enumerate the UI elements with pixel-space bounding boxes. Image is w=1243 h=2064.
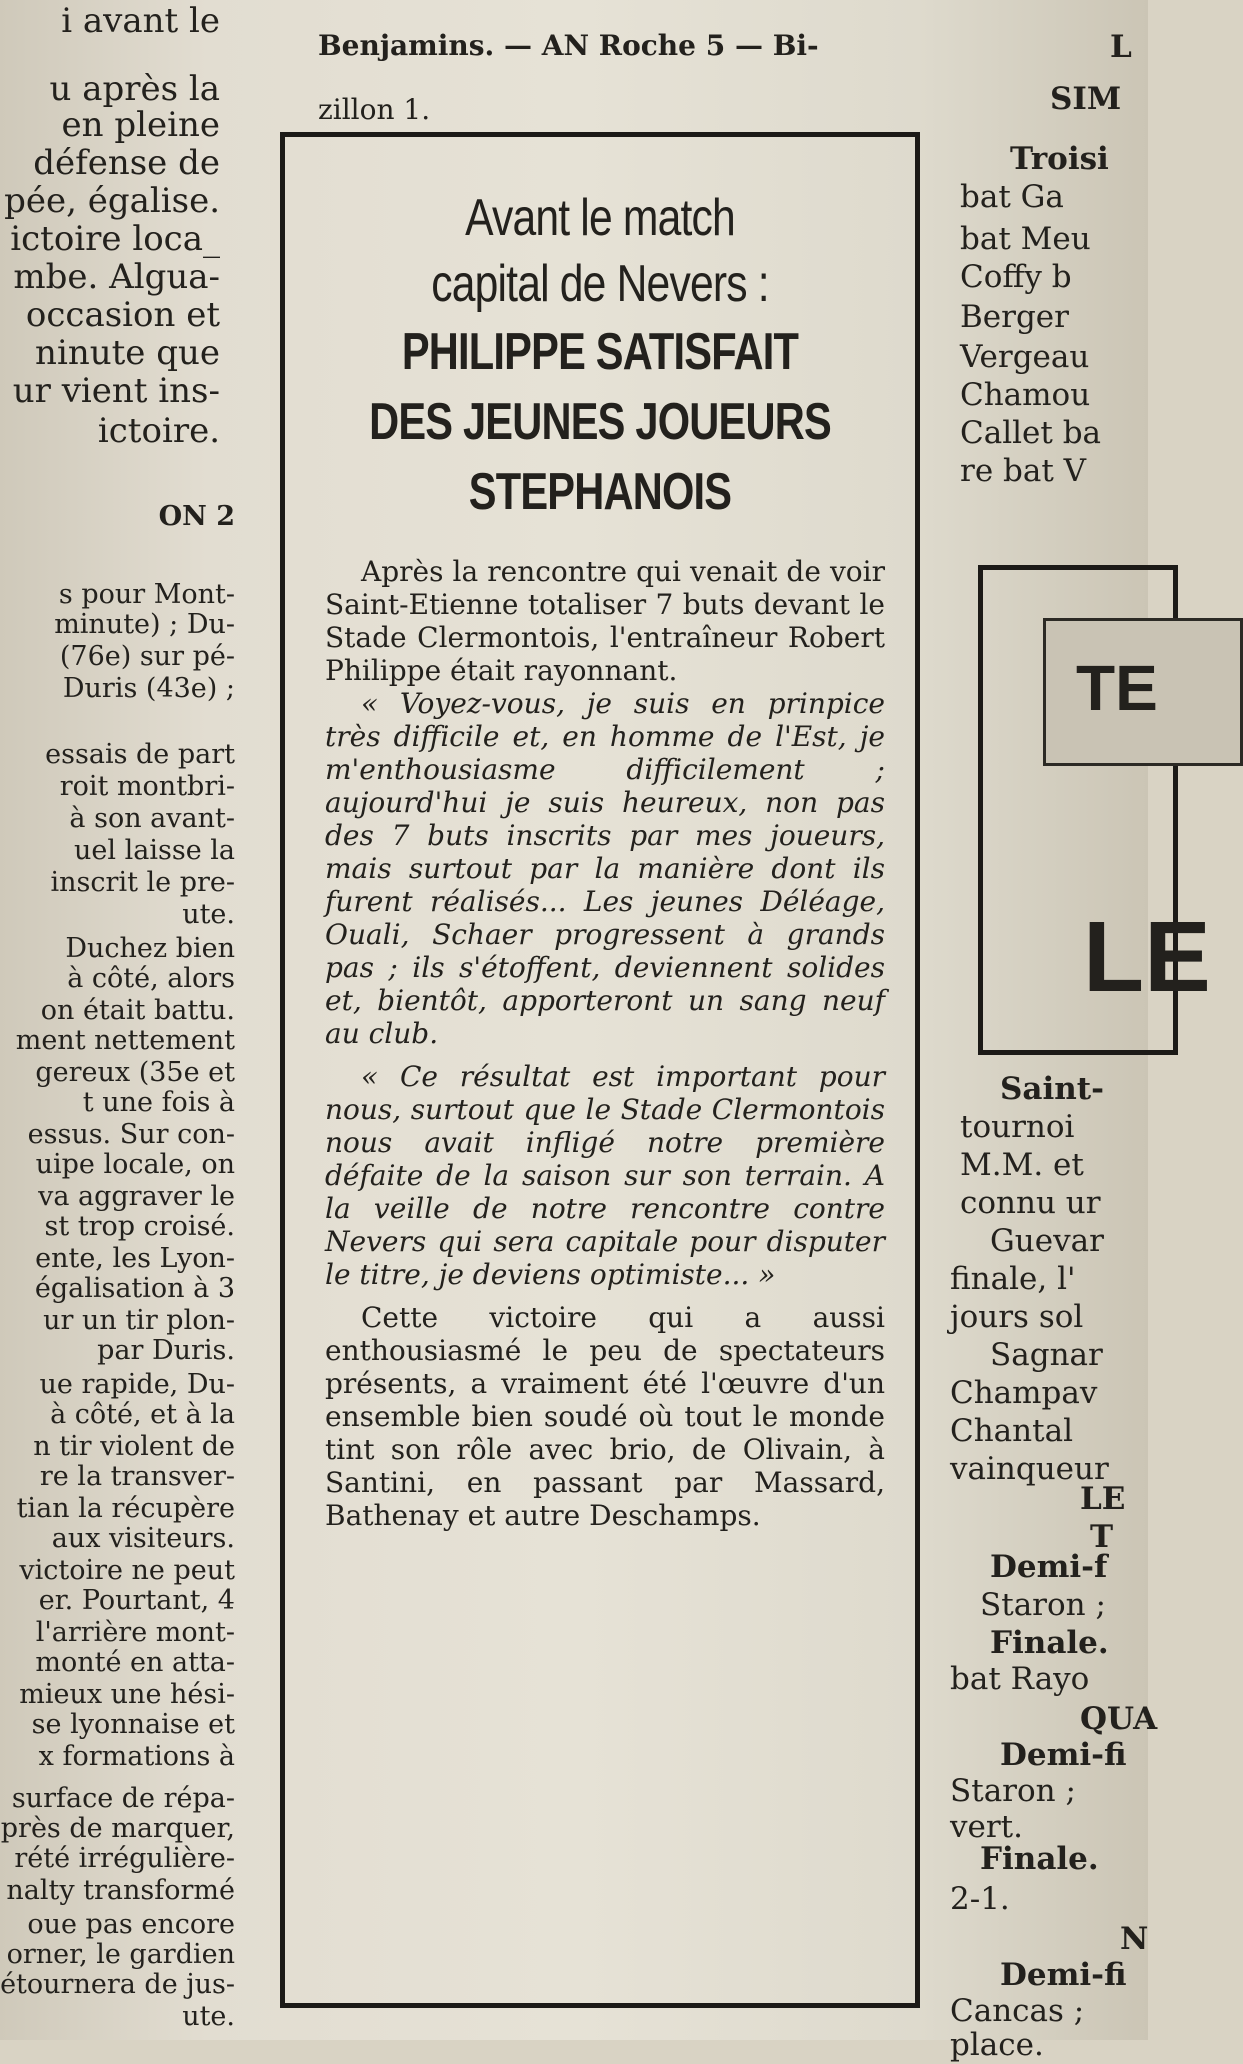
left-column-line: occasion et [25, 295, 220, 335]
right-column-line: jours sol [950, 1299, 1084, 1335]
article-title-line-2: DES JEUNES JOUEURS [369, 393, 831, 451]
right-column-line: Demi-fi [1000, 1957, 1127, 1993]
left-column-line: gereux (35e et [35, 1057, 235, 1088]
right-column-line: L [1110, 29, 1132, 65]
right-column-line: place. [950, 2027, 1044, 2063]
right-column-line: bat Meu [960, 221, 1091, 257]
left-column-line: égalisation à 3 [34, 1273, 235, 1304]
left-column-line: t une fois à [82, 1087, 235, 1118]
article-paragraph: Cette victoire qui a aussi enthousiasmé le peu de spectateurs présents, a vraiment été l'œuvre d'un ensemble bien soudé où tout le monde tint son rôle avec brio, de Olivain, à Santini, en passant par Massard, Bathenay et autre Deschamps. [325, 1301, 885, 1532]
left-column-line: ur un tir plon- [43, 1305, 235, 1336]
right-column-line: M.M. et [960, 1147, 1084, 1183]
left-column-line: ictoire. [97, 411, 220, 451]
right-column-line: SIM [1050, 81, 1122, 117]
left-column-line: ictoire loca_ [10, 219, 220, 259]
left-column-line: ur vient ins- [12, 371, 220, 411]
left-column-line: mbe. Algua- [13, 257, 220, 297]
left-column-line: ute. [182, 2001, 235, 2032]
left-column-line: inscrit le pre- [50, 867, 235, 898]
left-column-line: i avant le [61, 1, 220, 41]
left-column-line: oue pas encore [27, 1909, 235, 1940]
left-column-line: on était battu. [40, 995, 235, 1026]
right-column-line: Sagnar [990, 1337, 1103, 1373]
left-column-line: surface de répa- [11, 1783, 235, 1814]
right-column-line: bat Rayo [950, 1661, 1090, 1697]
article-headline [285, 185, 915, 527]
left-column-line: ute. [182, 899, 235, 930]
left-column-line: ninute que [35, 333, 220, 373]
right-column-line: Champav [950, 1375, 1098, 1411]
right-column-line: Coffy b [960, 259, 1072, 295]
right-column-line: re bat V [960, 453, 1087, 489]
right-box-big-text: LE [1083, 901, 1211, 1013]
article-kicker-line-1: Avant le match [465, 189, 735, 247]
right-column-line: bat Ga [960, 179, 1064, 215]
left-column-line: x formations à [38, 1741, 235, 1772]
left-column-line: près de marquer, [0, 1813, 235, 1844]
left-column-line: ON 2 [158, 501, 235, 532]
article-quote: « Ce résultat est important pour nous, surtout que le Stade Clermontois nous avait infligé notre première défaite de la saison sur son terrain. A la veille de notre rencontre contre Nevers qui sera capitale pour disputer le titre, je deviens optimiste... » [325, 1060, 885, 1291]
article-kicker-line-2: capital de Nevers : [431, 255, 769, 313]
article-paragraph: Après la rencontre qui venait de voir Saint-Etienne totaliser 7 buts devant le Stade Clermontois, l'entraîneur Robert Philippe était rayonnant. [325, 555, 885, 687]
left-column-line: (76e) sur pé- [59, 641, 235, 672]
right-column-line: Staron ; [980, 1587, 1106, 1623]
left-column-line: se lyonnaise et [31, 1709, 235, 1740]
article-quote: « Voyez-vous, je suis en prinpice très difficile et, en homme de l'Est, je m'enthousiasme difficilement ; aujourd'hui je suis heureux, non pas des 7 buts inscrits par mes joueurs, mais surtout par la manière dont ils furent réalisés... Les jeunes Déléage, Ouali, Schaer progressent à grands pas ; ils s'étoffent, deviennent solides et, bientôt, apporteront un sang neuf au club. [325, 687, 885, 1050]
right-column-line: Staron ; [950, 1773, 1076, 1809]
left-column-line: s pour Mont- [58, 579, 235, 610]
right-column-line: tournoi [960, 1109, 1075, 1145]
right-column-line: Callet ba [960, 415, 1102, 451]
left-column-line: Duris (43e) ; [62, 673, 235, 704]
left-column-line: à son avant- [69, 803, 235, 834]
right-column-line: Demi-f [990, 1549, 1108, 1585]
right-column-line: Saint- [1000, 1071, 1104, 1107]
left-column-line: à côté, alors [67, 963, 235, 994]
results-line-1: Benjamins. — AN Roche 5 — Bi- [318, 29, 819, 62]
right-column-line: Demi-fi [1000, 1737, 1127, 1773]
left-column-line: st trop croisé. [44, 1211, 235, 1242]
left-column-line: er. Pourtant, 4 [38, 1585, 235, 1616]
right-boxed-heading [978, 565, 1211, 1055]
left-column [0, 0, 270, 2040]
left-column-line: l'arrière mont- [35, 1617, 235, 1648]
right-column-line: N [1120, 1921, 1149, 1957]
left-column-line: nalty transformé [6, 1875, 235, 1906]
right-column-line: connu ur [960, 1185, 1101, 1221]
article-frame [280, 132, 920, 2008]
left-column-line: uel laisse la [74, 835, 235, 866]
article-body [325, 555, 885, 1532]
left-column-line: minute) ; Du- [54, 609, 235, 640]
results-line-2: zillon 1. [318, 93, 431, 126]
right-column-line: vainqueur [950, 1451, 1109, 1487]
left-column-line: Duchez bien [65, 933, 235, 964]
left-column-line: ue rapide, Du- [39, 1369, 235, 1400]
right-column-line: Berger [960, 299, 1069, 335]
left-column-line: défense de [33, 143, 220, 183]
article-title-line-3: STEPHANOIS [468, 463, 732, 521]
left-column-line: u après la [49, 69, 220, 109]
right-column-line: Chamou [960, 377, 1091, 413]
left-column-line: pée, égalise. [4, 181, 220, 221]
right-column-line: QUA [1080, 1701, 1158, 1737]
left-column-line: roit montbri- [59, 771, 235, 802]
left-column-line: tian la récupère [16, 1493, 235, 1524]
right-column-line: Chantal [950, 1413, 1073, 1449]
left-column-line: va aggraver le [38, 1181, 235, 1212]
left-column-line: rété irrégulière- [14, 1843, 235, 1874]
left-column-line: aux visiteurs. [51, 1523, 235, 1554]
left-column-line: ment nettement [15, 1025, 235, 1056]
right-column-line: Finale. [980, 1841, 1099, 1877]
right-column-line: Troisi [1010, 141, 1109, 177]
left-column-line: ente, les Lyon- [35, 1243, 235, 1274]
right-column-line: finale, l' [950, 1261, 1076, 1297]
left-column-line: essus. Sur con- [27, 1119, 235, 1150]
left-column-line: en pleine [61, 105, 220, 145]
left-column-line: n tir violent de [33, 1431, 235, 1462]
left-column-line: orner, le gardien [6, 1939, 235, 1970]
right-column-line: Vergeau [960, 339, 1090, 375]
right-column-line: Cancas ; [950, 1993, 1085, 2029]
left-column-line: victoire ne peut [19, 1555, 235, 1586]
right-column-line: LE [1080, 1481, 1126, 1517]
left-column-line: mieux une hési- [19, 1679, 235, 1710]
left-column-line: re la transver- [39, 1461, 235, 1492]
right-column-line: 2-1. [950, 1881, 1010, 1917]
right-column-line: Guevar [990, 1223, 1104, 1259]
right-column-line: Finale. [990, 1625, 1109, 1661]
left-column-line: uipe locale, on [35, 1149, 235, 1180]
left-column-line: par Duris. [97, 1335, 235, 1366]
article-title-line-1: PHILIPPE SATISFAIT [401, 323, 799, 381]
left-column-line: monté en atta- [35, 1647, 235, 1678]
left-column-line: à côté, et à la [50, 1399, 235, 1430]
right-column-line: T [1090, 1519, 1114, 1555]
right-box-label: TE [1043, 618, 1243, 766]
right-column-line: vert. [950, 1809, 1023, 1845]
left-column-line: étournera de jus- [0, 1969, 235, 2000]
left-column-line: essais de part [45, 739, 235, 770]
